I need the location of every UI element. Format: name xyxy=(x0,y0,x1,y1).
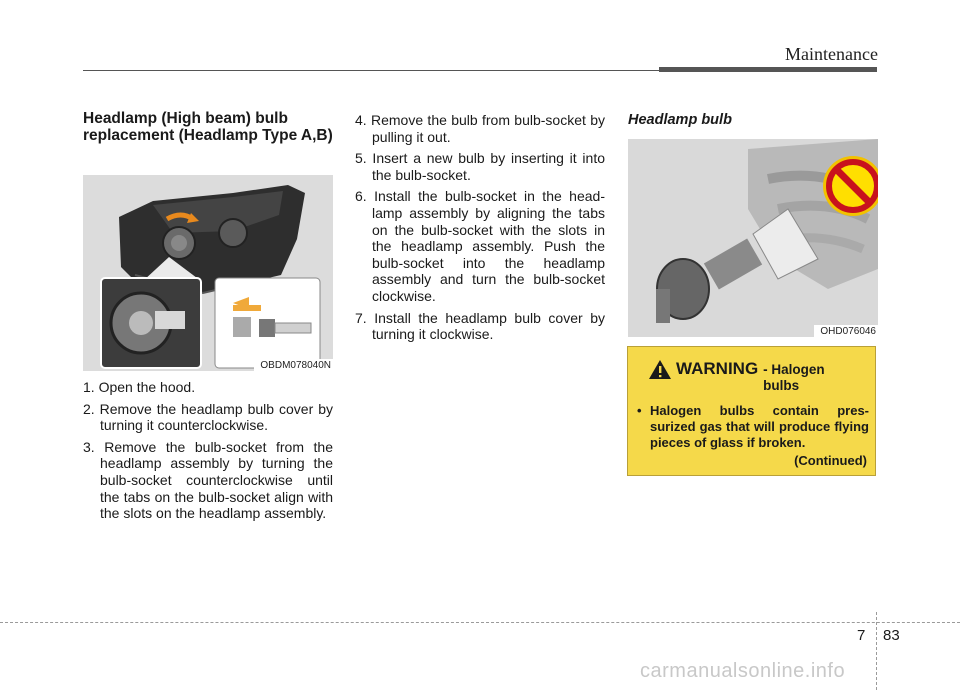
figure-caption: OHD076046 xyxy=(814,325,878,337)
header-rule-thin xyxy=(83,70,659,71)
warning-bullet xyxy=(637,403,869,451)
bullet-marker: • xyxy=(637,403,642,418)
step-item: 2. Remove the headlamp bulb cover by turning it counterclockwise. xyxy=(83,400,333,434)
figure-subheading: Headlamp bulb xyxy=(628,112,732,128)
warning-continued: (Continued) xyxy=(794,453,867,468)
step-item: 3. Remove the bulb-socket from the headlamp assembly by turning the bulb-socket counterclockwise until the tabs on the bulb-socket align with the slots on the headlamp assembly. xyxy=(83,438,333,522)
page-header-title: Maintenance xyxy=(785,44,878,64)
page-number: 83 xyxy=(883,627,900,644)
step-item: 5. Insert a new bulb by inserting it into the bulb-socket. xyxy=(355,150,605,183)
headlamp-assembly-illustration xyxy=(83,175,333,371)
step-item: 1. Open the hood. xyxy=(83,379,196,395)
step-item: 4. Remove the bulb from bulb-socket by pulling it out. xyxy=(355,112,605,145)
warning-header xyxy=(648,359,833,394)
chapter-number: 7 xyxy=(857,627,866,644)
header-rule-thick xyxy=(659,67,877,72)
steps-list-left xyxy=(83,379,333,527)
warning-text: Halogen bulbs contain pres-surized gas that will produce flying pieces of glass if broken. xyxy=(650,403,869,450)
halogen-bulb-figure xyxy=(628,139,878,337)
footer-vertical-divider xyxy=(876,612,877,690)
watermark: carmanualsonline.info xyxy=(640,660,846,682)
step-item: 6. Install the bulb-socket in the head-lamp assembly by aligning the tabs on the bulb-socket with the slots in the headlamp assembly. Push the bulb-socket into the headlamp assembly and turn the bulb-socket clockwise. xyxy=(355,188,605,304)
footer-dashed-rule xyxy=(0,622,960,623)
warning-title: WARNING xyxy=(676,359,759,378)
headlamp-assembly-figure xyxy=(83,175,333,371)
warning-subtitle: - Halogen bulbs xyxy=(763,362,825,393)
hand-holding-bulb-illustration xyxy=(628,139,878,337)
figure-caption: OBDM078040N xyxy=(254,359,333,371)
steps-list-middle xyxy=(355,112,605,348)
step-item: 7. Install the headlamp bulb cover by turning it clockwise. xyxy=(355,309,605,343)
warning-triangle-icon xyxy=(648,359,672,380)
warning-box xyxy=(627,346,876,476)
section-title: Headlamp (High beam) bulb replacement (Headlamp Type A,B) xyxy=(83,110,333,144)
